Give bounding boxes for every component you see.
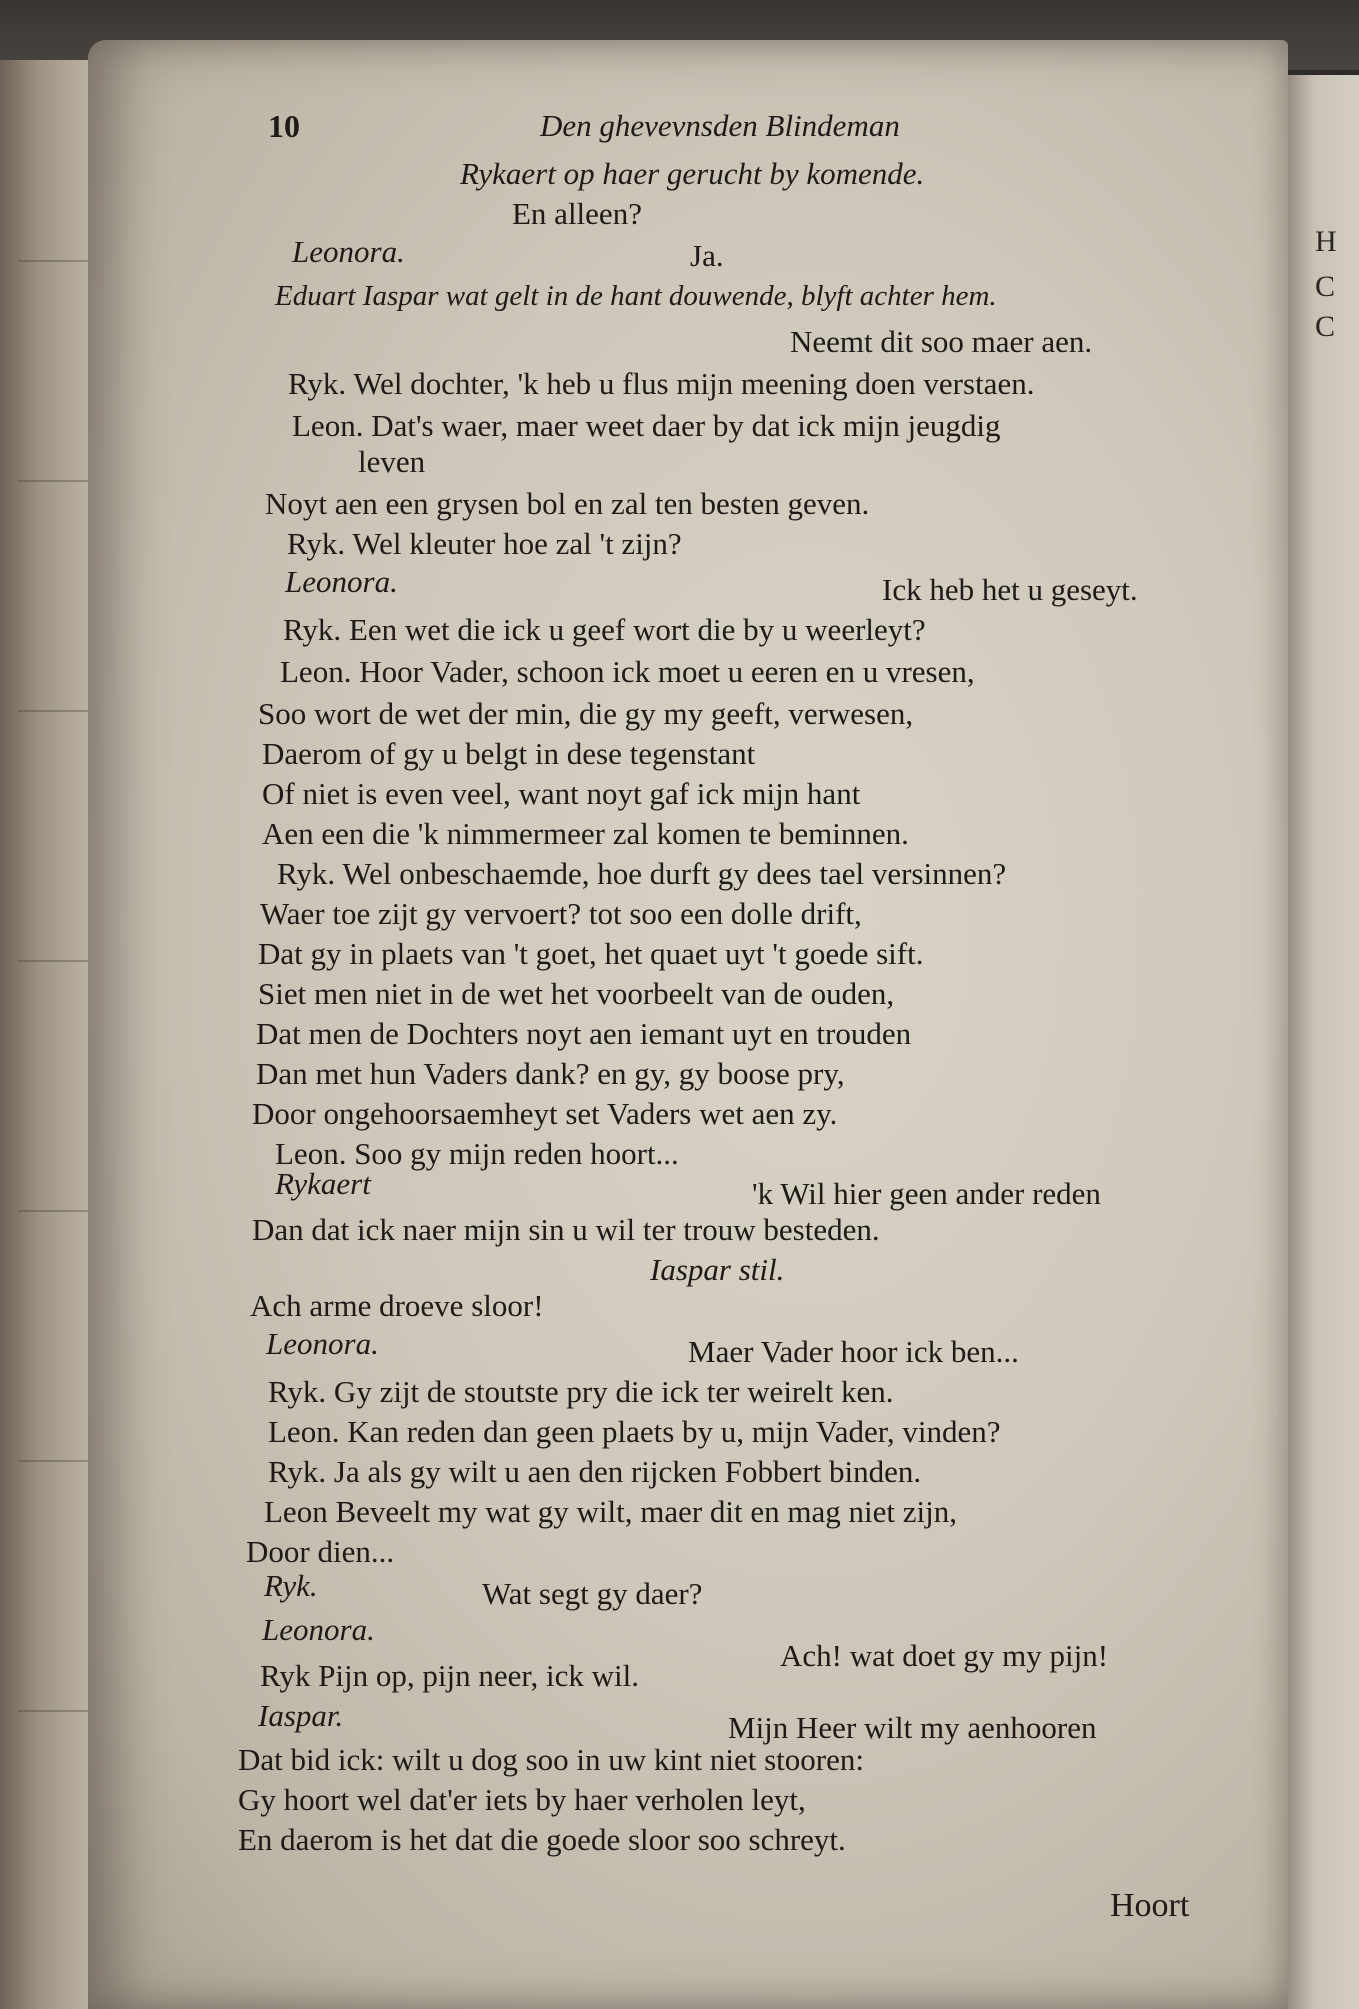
verse-line: Ach! wat doet gy my pijn! <box>780 1638 1109 1673</box>
verse-line: Wat segt gy daer? <box>482 1576 703 1611</box>
verse-line: Leon. Dat's waer, maer weet daer by dat ick mijn jeugdig <box>292 408 1001 443</box>
verse-line: Noyt aen een grysen bol en zal ten besten geven. <box>265 486 870 521</box>
verse-line: Maer Vader hoor ick ben... <box>688 1334 1019 1369</box>
stage-direction: Eduart Iaspar wat gelt in de hant douwende, blyft achter hem. <box>275 280 997 312</box>
verse-line: Mijn Heer wilt my aenhooren <box>728 1710 1097 1745</box>
speaker-name: Rykaert <box>275 1166 371 1201</box>
verse-line: Siet men niet in de wet het voorbeelt van de ouden, <box>258 976 895 1011</box>
speaker-name: Leonora. <box>262 1612 375 1647</box>
speaker-name: Leonora. <box>285 564 398 599</box>
verse-line: Ryk. Wel dochter, 'k heb u flus mijn meening doen verstaen. <box>288 366 1035 401</box>
verse-line: Gy hoort wel dat'er iets by haer verholen leyt, <box>238 1782 806 1817</box>
facing-page-fragment <box>1285 75 1359 2009</box>
verse-line: Leon. Hoor Vader, schoon ick moet u eeren en u vresen, <box>280 654 975 689</box>
verse-line: Ick heb het u geseyt. <box>882 572 1138 607</box>
verse-line: Door dien... <box>246 1534 395 1569</box>
verse-line: Of niet is even veel, want noyt gaf ick mijn hant <box>262 776 861 811</box>
facing-page-letter: H <box>1315 225 1337 258</box>
running-head: Den ghevevnsden Blindeman <box>540 108 900 143</box>
verse-line: Ryk. Een wet die ick u geef wort die by u weerleyt? <box>283 612 926 647</box>
verse-line: Dan met hun Vaders dank? en gy, gy boose pry, <box>256 1056 845 1091</box>
verse-line: Ryk. Gy zijt de stoutste pry die ick ter weirelt ken. <box>268 1374 894 1409</box>
verse-line: Waer toe zijt gy vervoert? tot soo een dolle drift, <box>260 896 862 931</box>
verse-line: 'k Wil hier geen ander reden <box>752 1176 1101 1211</box>
catchword: Hoort <box>1110 1887 1190 1924</box>
verse-line: Dan dat ick naer mijn sin u wil ter trouw besteden. <box>252 1212 880 1247</box>
facing-page-letter: C <box>1315 310 1336 343</box>
stage-direction: Rykaert op haer gerucht by komende. <box>460 156 925 191</box>
verse-line: Ryk. Wel kleuter hoe zal 't zijn? <box>287 526 682 561</box>
speaker-name: Leonora. <box>292 234 405 269</box>
verse-line: leven <box>358 444 426 479</box>
verse-line: En daerom is het dat die goede sloor soo schreyt. <box>238 1822 846 1857</box>
verse-line: En alleen? <box>512 196 642 231</box>
verse-line: Ryk. Ja als gy wilt u aen den rijcken Fobbert binden. <box>268 1454 922 1489</box>
verse-line: Neemt dit soo maer aen. <box>790 324 1093 359</box>
verse-line: Leon Beveelt my wat gy wilt, maer dit en mag niet zijn, <box>264 1494 958 1529</box>
verse-line: Ryk. Wel onbeschaemde, hoe durft gy dees tael versinnen? <box>277 856 1007 891</box>
verse-line: Ja. <box>690 238 724 273</box>
speaker-name: Iaspar. <box>258 1698 344 1733</box>
stage-direction: Iaspar stil. <box>650 1252 785 1287</box>
verse-line: Soo wort de wet der min, die gy my geeft, verwesen, <box>258 696 914 731</box>
verse-line: Ryk Pijn op, pijn neer, ick wil. <box>260 1658 639 1693</box>
facing-page-letter: C <box>1315 270 1336 303</box>
page-number: 10 <box>268 108 300 144</box>
verse-line: Ach arme droeve sloor! <box>250 1288 544 1323</box>
verse-line: Dat gy in plaets van 't goet, het quaet uyt 't goede sift. <box>258 936 924 971</box>
verse-line: Daerom of gy u belgt in dese tegenstant <box>262 736 756 771</box>
speaker-name: Ryk. <box>264 1568 318 1603</box>
verse-line: Leon. Kan reden dan geen plaets by u, mijn Vader, vinden? <box>268 1414 1001 1449</box>
verse-line: Dat men de Dochters noyt aen iemant uyt en trouden <box>256 1016 912 1051</box>
verse-line: Leon. Soo gy mijn reden hoort... <box>275 1136 679 1171</box>
verse-line: Aen een die 'k nimmermeer zal komen te beminnen. <box>262 816 909 851</box>
verse-line: Door ongehoorsaemheyt set Vaders wet aen zy. <box>252 1096 838 1131</box>
verse-line: Dat bid ick: wilt u dog soo in uw kint niet stooren: <box>238 1742 864 1777</box>
speaker-name: Leonora. <box>266 1326 379 1361</box>
